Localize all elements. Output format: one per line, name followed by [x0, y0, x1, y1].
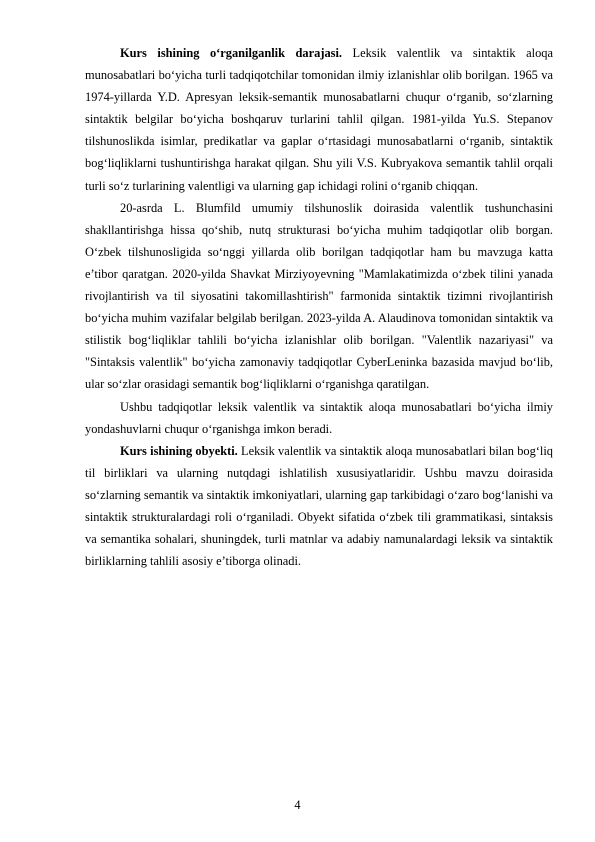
paragraph-text: Leksik valentlik va sintaktik aloqa munosabatlari bilan bog‘liq til birliklari va ularning nutqdagi ishlatilish xususiyatlaridir. Ushbu mavzu doirasida so‘zlarning semantik va sintaktik imkoniyatlari, ularning gap tarkibidagi o‘zaro bog‘lanishi va sintaktik strukturalardagi roli o‘rganiladi. Obyekt sifatida o‘zbek tili grammatikasi, sintaksis va semantika sohalari, shuningdek, turli matnlar va adabiy namunalardagi leksik va sintaktik birliklarning tahlili asosiy e’tiborga olinadi. — [85, 443, 554, 569]
page-number: 4 — [294, 798, 301, 812]
paragraph-text: 20-asrda L. Blumfild umumiy tilshunoslik doirasida valentlik tushunchasini shakllantirishga hissa qo‘shib, nutq strukturasi bo‘yicha muhim tadqiqotlar olib borgan. O‘zbek tilshunosligida so‘nggi yillarda olib borilgan tadqiqotlar ham bu mavzuga katta e’tibor qaratgan. 2020-yilda Shavkat Mirziyoyevning "Mamlakatimizda o‘zbek tilini yanada rivojlantirish va til siyosatini takomillashtirish" farmonida sintaktik tizimni rivojlantirish bo‘yicha muhim vazifalar belgilab berilgan. 2023-yilda A. Alaudinova tomonidan sintaktik va stilistik bog‘liqliklar tahlili bo‘yicha izlanishlar olib borilgan. "Valentlik nazariyasi" va "Sintaksis valentlik" bo‘yicha zamonaviy tadqiqotlar CyberLeninka bazasida mavjud bo‘lib, ular so‘zlar orasidagi semantik bog‘liqliklarni o‘rganishga qaratilgan. — [85, 200, 553, 392]
paragraph-text: Ushbu tadqiqotlar leksik valentlik va sintaktik aloqa munosabatlari bo‘yicha ilmiy yondashuvlarni chuqur o‘rganishga imkon beradi. — [85, 399, 553, 436]
paragraph-summary — [85, 396, 553, 440]
paragraph-research-object — [85, 440, 553, 573]
paragraph-heading: Kurs ishining obyekti. — [120, 443, 238, 458]
document-page — [85, 42, 553, 572]
paragraph-heading: Kurs ishining o‘rganilganlik darajasi. — [120, 46, 342, 60]
paragraph-20th-century — [85, 197, 553, 396]
paragraph-text: Leksik valentlik va sintaktik aloqa munosabatlari bo‘yicha turli tadqiqotchilar tomonidan ilmiy izlanishlar olib borilgan. 1965 va 1974-yillarda Y.D. Apresyan leksik-semantik munosabatlarni chuqur o‘rganib, so‘zlarning sintaktik belgilar bo‘yicha boshqaruv turlarini tahlil qilgan. 1981-yilda Yu.S. Stepanov tilshunoslikda isimlar, predikatlar va gaplar o‘rtasidagi munosabatlarni o‘rganib, sintaktik bog‘liqliklarni tushuntirishga harakat qilgan. Shu yili V.S. Kubryakova semantik tahlil orqali turli so‘z turlarining valentligi va ularning gap ichidagi rolini o‘rganib chiqqan. — [85, 46, 553, 193]
paragraph-research-level — [85, 42, 553, 197]
